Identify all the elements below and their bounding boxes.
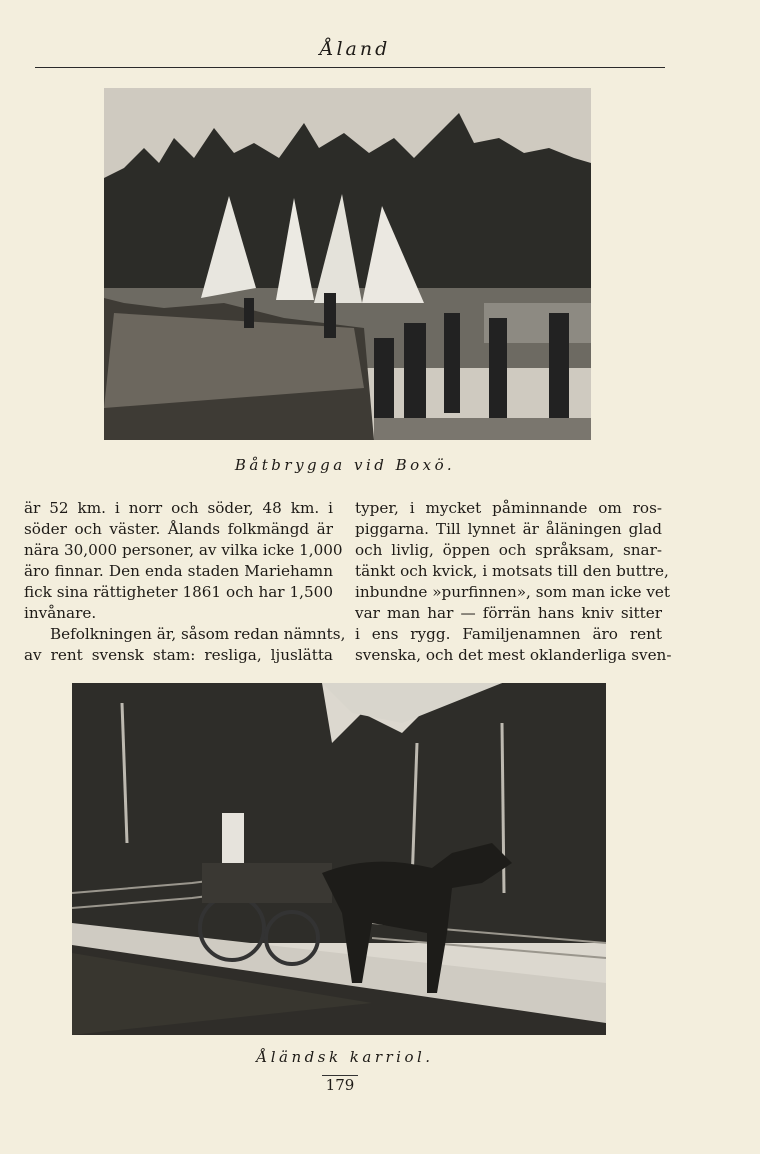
text-line: svenska, och det mest oklanderliga sven- (355, 646, 672, 664)
text-line: invånare. (24, 604, 97, 622)
text-line: är 52 km. i norr och söder, 48 km. i (24, 499, 333, 517)
photo-boat-dock (104, 88, 591, 440)
text-line: fick sina rättigheter 1861 och har 1,500 (24, 583, 333, 601)
text-line: av rent svensk stam: resliga, ljuslätta (24, 646, 333, 664)
text-column-right (355, 498, 672, 666)
text-line: söder och väster. Ålands folkmängd är (24, 520, 333, 538)
text-line: piggarna. Till lynnet är åläningen glad (355, 520, 662, 538)
figure-caption: Båtbrygga vid Boxö. (234, 456, 456, 474)
text-line: nära 30,000 personer, av vilka icke 1,000 (24, 541, 343, 559)
text-line: typer, i mycket påminnande om ros- (355, 499, 662, 517)
text-line: Befolkningen är, såsom redan nämnts, (50, 625, 346, 643)
text-line: äro finnar. Den enda staden Mariehamn (24, 562, 333, 580)
text-line: och livlig, öppen och språksam, snar- (355, 541, 662, 559)
text-line: inbundne »purfinnen», som man icke vet (355, 583, 670, 601)
text-line: var man har — förrän hans kniv sitter (355, 604, 662, 622)
header-rule (35, 67, 665, 68)
text-column-left (24, 498, 346, 666)
figure-caption: Åländsk karriol. (256, 1048, 434, 1066)
running-head: Åland (319, 38, 391, 60)
page-number: 179 (325, 1076, 355, 1094)
photo-horse-cart (72, 683, 606, 1035)
text-line: i ens rygg. Familjenamnen äro rent (355, 625, 662, 643)
text-line: tänkt och kvick, i motsats till den buttre, (355, 562, 669, 580)
